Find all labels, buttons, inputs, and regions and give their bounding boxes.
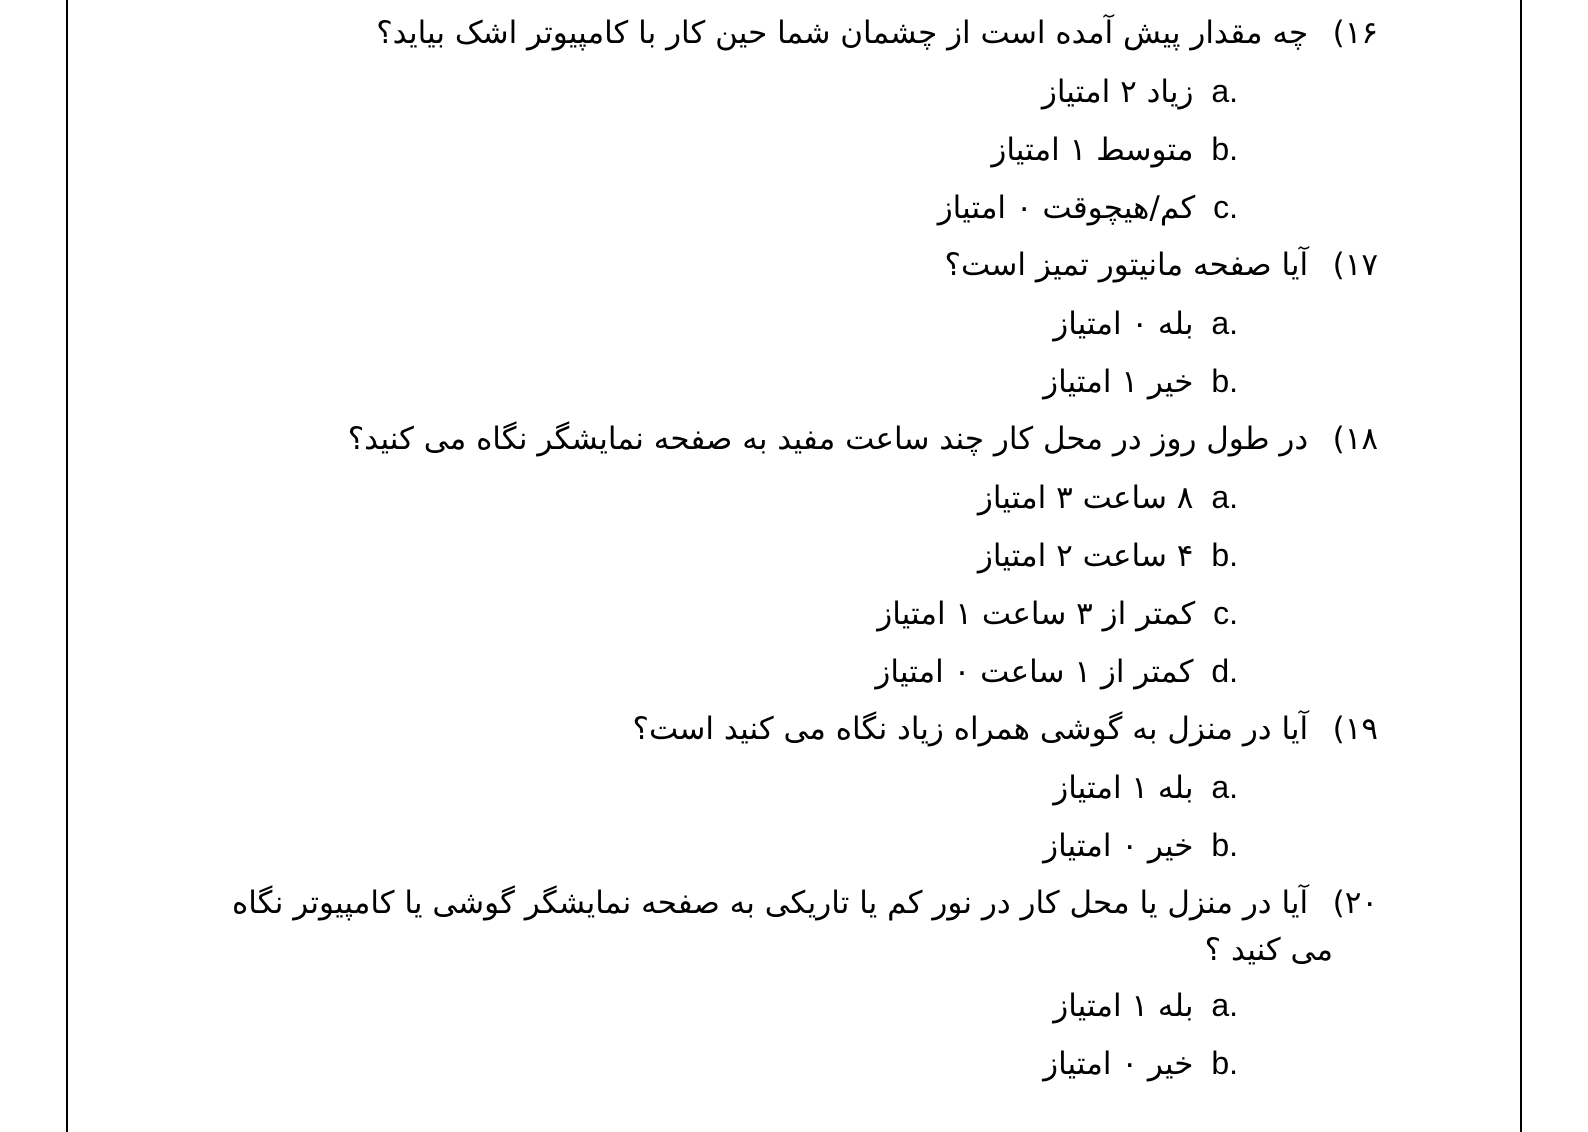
question-17 [945, 245, 1378, 285]
option-text: خیر ۰ امتیاز [1043, 828, 1194, 864]
option-text: ۸ ساعت ۳ امتیاز [977, 480, 1194, 516]
question-text: در طول روز در محل کار چند ساعت مفید به صفحه نمایشگر نگاه می کنید؟ [347, 421, 1309, 457]
option-item [875, 651, 1238, 691]
option-label: a. [1211, 73, 1238, 109]
option-text: ۴ ساعت ۲ امتیاز [977, 538, 1194, 574]
option-text: کم/هیچوقت ۰ امتیاز [937, 190, 1196, 226]
page-border-right [1520, 0, 1522, 1132]
option-item [978, 477, 1238, 517]
question-text: آیا صفحه مانیتور تمیز است؟ [944, 247, 1309, 283]
option-label: b. [1211, 1045, 1238, 1081]
option-text: بله ۱ امتیاز [1053, 770, 1194, 806]
question-number: ۱۶) [1332, 15, 1378, 51]
question-16 [376, 13, 1378, 53]
option-text: کمتر از ۱ ساعت ۰ امتیاز [875, 654, 1194, 690]
option-text: بله ۱ امتیاز [1053, 988, 1194, 1024]
option-label: a. [1211, 769, 1238, 805]
option-item [877, 593, 1238, 633]
option-label: a. [1211, 479, 1238, 515]
question-number: ۱۹) [1332, 711, 1378, 747]
option-item [991, 129, 1238, 169]
option-label: a. [1211, 987, 1238, 1023]
question-text: چه مقدار پیش آمده است از چشمان شما حین کار با کامپیوتر اشک بیاید؟ [376, 15, 1309, 51]
option-label: c. [1213, 595, 1238, 631]
question-number: ۲۰) [1332, 885, 1378, 921]
page-border-left [66, 0, 68, 1132]
option-text: بله ۰ امتیاز [1053, 306, 1194, 342]
question-number: ۱۸) [1332, 421, 1378, 457]
option-label: b. [1211, 537, 1238, 573]
option-text: خیر ۱ امتیاز [1043, 364, 1194, 400]
question-number: ۱۷) [1332, 247, 1378, 283]
question-18 [348, 419, 1378, 459]
question-text-continued: می کنید ؟ [1204, 932, 1333, 968]
option-text: زیاد ۲ امتیاز [1041, 74, 1194, 110]
option-label: b. [1211, 131, 1238, 167]
option-label: d. [1211, 653, 1238, 689]
option-item [1053, 985, 1238, 1025]
option-item [1053, 767, 1238, 807]
option-item [1042, 71, 1238, 111]
option-item [1043, 1043, 1238, 1083]
question-20 [232, 883, 1378, 923]
option-item [1043, 361, 1238, 401]
question-19 [633, 709, 1378, 749]
option-item [1043, 825, 1238, 865]
question-text: آیا در منزل یا محل کار در نور کم یا تاریکی به صفحه نمایشگر گوشی یا کامپیوتر نگاه [232, 885, 1309, 921]
option-text: خیر ۰ امتیاز [1043, 1046, 1194, 1082]
option-label: c. [1213, 189, 1238, 225]
question-text: آیا در منزل به گوشی همراه زیاد نگاه می کنید است؟ [632, 711, 1309, 747]
option-label: b. [1211, 363, 1238, 399]
option-label: a. [1211, 305, 1238, 341]
option-item [978, 535, 1238, 575]
option-item [1053, 303, 1238, 343]
option-item [938, 187, 1238, 227]
option-text: کمتر از ۳ ساعت ۱ امتیاز [877, 596, 1196, 632]
option-text: متوسط ۱ امتیاز [991, 132, 1194, 168]
option-label: b. [1211, 827, 1238, 863]
